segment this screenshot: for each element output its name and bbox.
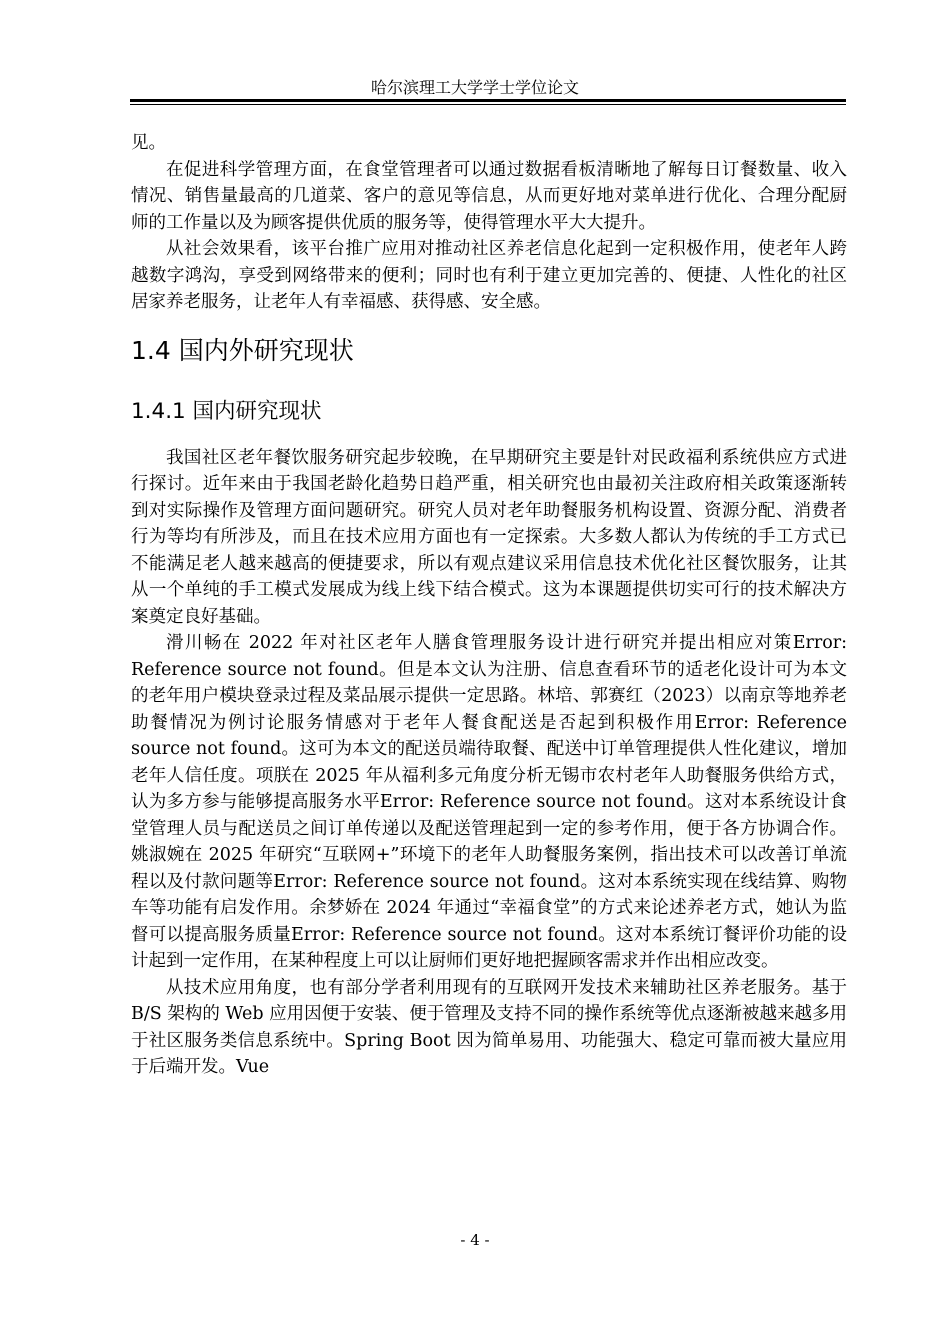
subsection-heading: 1.4.1 国内研究现状: [131, 398, 322, 424]
paragraph: 见。: [131, 133, 166, 153]
header-rule-thick: [130, 99, 846, 102]
paragraph: 我国社区老年餐饮服务研究起步较晚，在早期研究主要是针对民政福利系统供应方式进行探讨。近年来由于我国老龄化趋势日趋严重，相关研究也由最初关注政府相关政策逐渐转到对实际操作及管理方面问题研究。研究人员对老年助餐服务机构设置、资源分配、消费者行为等均有所涉及，而且在技术应用方面也有一定探索。大多数人都认为传统的手工方式已不能满足老人越来越高的便捷要求，所以有观点建议采用信息技术优化社区餐饮服务，让其从一个单纯的手工模式发展成为线上线下结合模式。这为本课题提供切实可行的技术解决方案奠定良好基础。: [131, 447, 847, 627]
header-rule-thin: [130, 104, 846, 105]
paragraph: 从技术应用角度，也有部分学者利用现有的互联网开发技术来辅助社区养老服务。基于 B/S 架构的 Web 应用因便于安装、便于管理及支持不同的操作系统等优点逐渐被越来越多用于社区服务类信息系统中。Spring Boot 因为简单易用、功能强大、稳定可靠而被大量应用于后端开发。Vue: [131, 977, 847, 1077]
paragraph: 从社会效果看，该平台推广应用对推动社区养老信息化起到一定积极作用，使老年人跨越数字鸿沟，享受到网络带来的便利；同时也有利于建立更加完善的、便捷、人性化的社区居家养老服务，让老年人有幸福感、获得感、安全感。: [131, 239, 847, 312]
paragraph: 滑川畅在 2022 年对社区老年人膳食管理服务设计进行研究并提出相应对策Error: Reference source not found。但是本文认为注册、信息查看环节的适老化设计可为本文的老年用户模块登录过程及菜品展示提供一定思路。林培、郭赛红（2023）以南京等地养老助餐情况为例讨论服务情感对于老年人餐食配送是否起到积极作用Error: Reference source not found。这可为本文的配送员端待取餐、配送中订单管理提供人性化建议，增加老年人信任度。项朕在 2025 年从福利多元角度分析无锡市农村老年人助餐服务供给方式，认为多方参与能够提高服务水平Error: Reference source not found。这对本系统设计食堂管理人员与配送员之间订单传递以及配送管理起到一定的参考作用，便于各方协调合作。姚淑婉在 2025 年研究“互联网+”环境下的老年人助餐服务案例，指出技术可以改善订单流程以及付款问题等Error: Reference source not found。这对本系统实现在线结算、购物车等功能有启发作用。余梦娇在 2024 年通过“幸福食堂”的方式来论述养老方式，她认为监督可以提高服务质量Error: Reference source not found。这对本系统订餐评价功能的设计起到一定作用，在某种程度上可以让厨师们更好地把握顾客需求并作出相应改变。: [131, 633, 847, 971]
page-body: [131, 130, 847, 1081]
running-header: 哈尔滨理工大学学士学位论文: [370, 78, 579, 97]
section-heading: 1.4 国内外研究现状: [131, 335, 354, 365]
paragraph: 在促进科学管理方面，在食堂管理者可以通过数据看板清晰地了解每日订餐数量、收入情况、销售量最高的几道菜、客户的意见等信息，从而更好地对菜单进行优化、合理分配厨师的工作量以及为顾客提供优质的服务等，使得管理水平大大提升。: [131, 159, 847, 233]
page-number: - 4 -: [460, 1231, 490, 1249]
